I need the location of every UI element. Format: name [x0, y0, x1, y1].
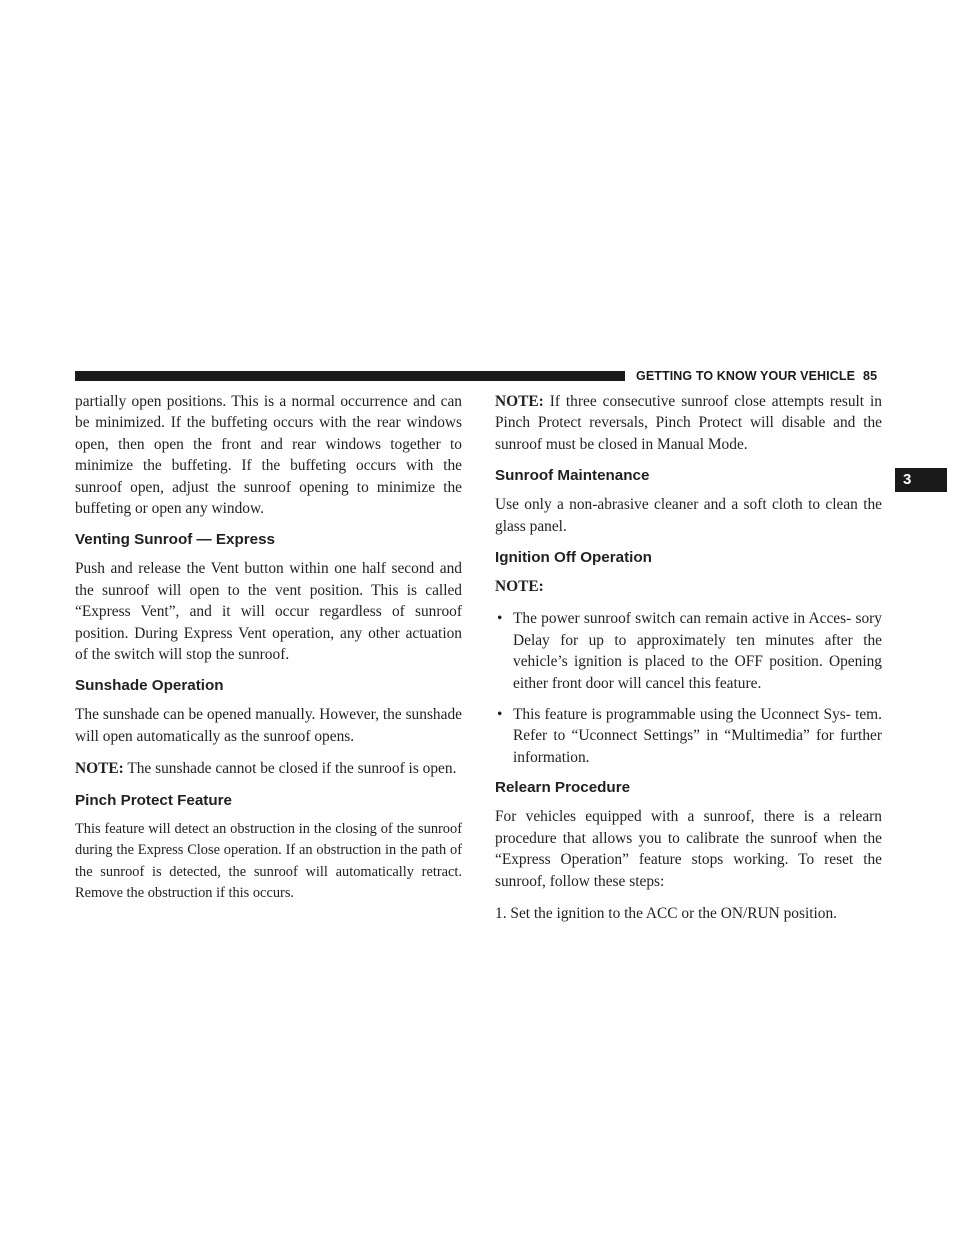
pinch-body: This feature will detect an obstruction in the closing of the sunroof during the Express Close operation. If an obstruction in the path of the sunroof is detected, the sunroof will automatically retract. Remove the obstruction if this occurs.: [75, 820, 462, 901]
sunshade-body: The sunshade can be opened manually. However, the sunshade will open automatically as the sunroof opens.: [75, 706, 462, 745]
page-number: 85: [863, 369, 878, 383]
chapter-tab: 3: [895, 468, 947, 492]
pinch-heading: Pinch Protect Feature: [75, 791, 232, 809]
sunshade-heading: Sunshade Operation: [75, 677, 224, 695]
bullet-icon: •: [497, 610, 503, 628]
running-header: [636, 369, 877, 383]
pinch-note: [495, 391, 882, 455]
note-text: The sunshade cannot be closed if the sunroof is open.: [123, 760, 457, 778]
sunshade-section: [75, 676, 462, 779]
venting-section: [75, 530, 462, 665]
header-rule: [75, 371, 625, 381]
sunshade-note: [75, 758, 462, 779]
note-label: NOTE:: [495, 393, 544, 410]
list-item: • The power sunroof switch can remain active in Acces- sory Delay for up to approximately ten minutes after the vehicle’s ignition is placed to the OFF position. Opening either front door will cancel this feature.: [497, 610, 882, 692]
pinch-section: [75, 791, 462, 905]
relearn-step-1: 1. Set the ignition to the ACC or the ON/RUN position.: [495, 904, 838, 922]
relearn-section: [495, 778, 882, 924]
note-text: If three consecutive sunroof close attempts result in Pinch Protect reversals, Pinch Protect will disable and the sunroof must be closed in Manual Mode.: [495, 393, 882, 453]
right-column: [495, 391, 882, 924]
relearn-heading: Relearn Procedure: [495, 779, 631, 797]
venting-body: Push and release the Vent button within one half second and the sunroof will open to the vent position. This is called “Express Vent”, and it will occur regardless of sunroof position. During Express Vent operation, any other actuation of the switch will stop the sunroof.: [75, 560, 462, 664]
ignition-off-note-label: NOTE:: [495, 578, 544, 596]
bullet-icon: •: [497, 706, 503, 724]
maintenance-heading: Sunroof Maintenance: [495, 467, 650, 485]
maintenance-section: [495, 466, 882, 537]
ignition-off-heading: Ignition Off Operation: [495, 549, 652, 567]
maintenance-body: Use only a non-abrasive cleaner and a soft cloth to clean the glass panel.: [495, 496, 882, 535]
list-item: • This feature is programmable using the Uconnect Sys- tem. Refer to “Uconnect Settings” in “Multimedia” for further information.: [497, 706, 882, 766]
section-title: GETTING TO KNOW YOUR VEHICLE: [636, 369, 856, 383]
relearn-body: For vehicles equipped with a sunroof, there is a relearn procedure that allows you to calibrate the sunroof when the “Express Operation” feature stops working. To reset the sunroof, follow these steps:: [495, 808, 882, 890]
venting-heading: Venting Sunroof — Express: [75, 531, 276, 549]
left-column: [75, 391, 462, 915]
note-label: NOTE:: [75, 760, 124, 778]
ignition-off-section: [495, 548, 882, 768]
ignition-off-bullets: [495, 608, 882, 768]
intro-paragraph: partially open positions. This is a normal occurrence and can be minimized. If the buffeting occurs with the rear windows open, then open the front and rear windows together to minimize the buffeting. If the buffeting occurs with the sunroof open, adjust the sunroof opening to minimize the buffeting or open any window.: [75, 393, 462, 518]
